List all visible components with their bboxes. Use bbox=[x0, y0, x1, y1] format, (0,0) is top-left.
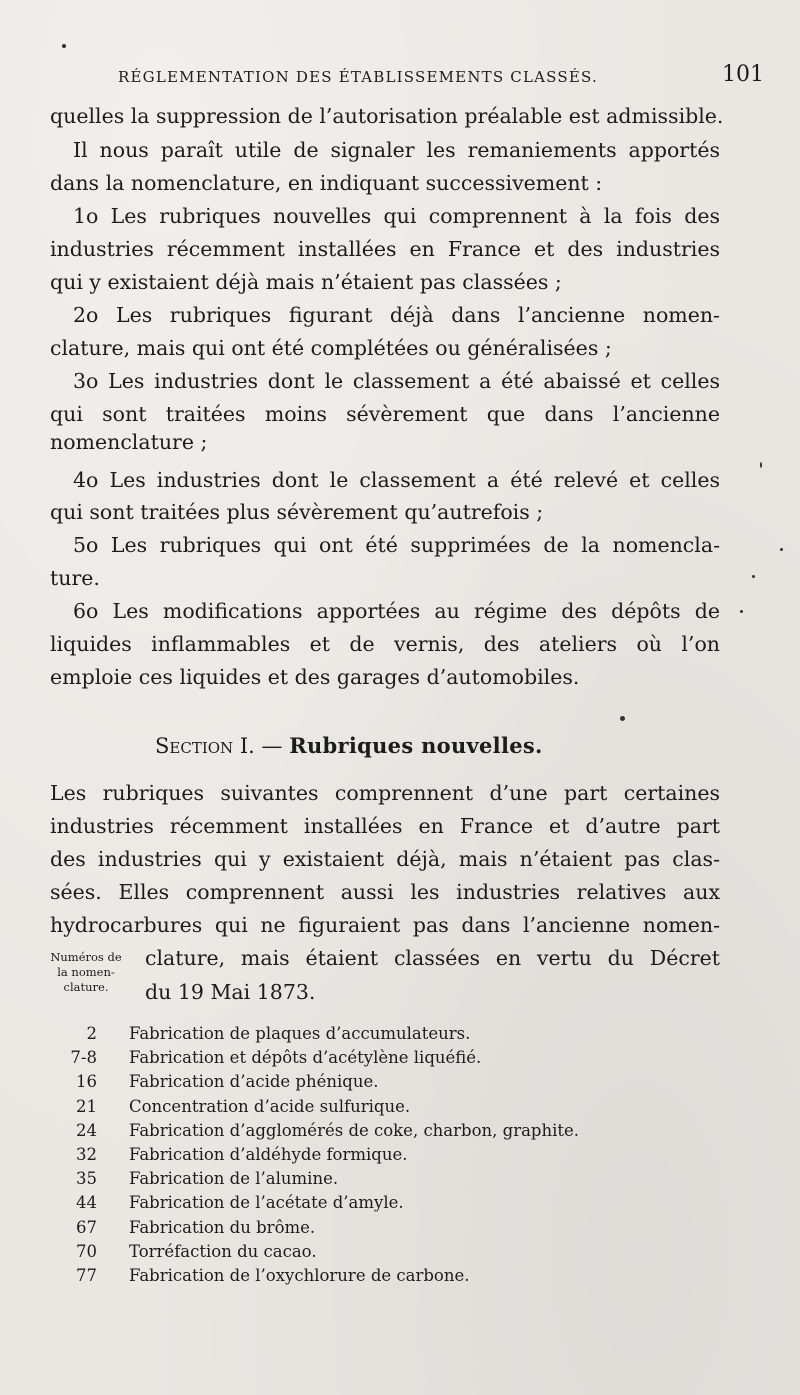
item-number: 16 bbox=[76, 1072, 97, 1092]
item-number: 7-8 bbox=[70, 1048, 97, 1068]
section-dash: — bbox=[261, 734, 283, 758]
scan-speck bbox=[740, 610, 743, 613]
text-line: ture. bbox=[50, 566, 100, 590]
item-label: Fabrication de l’alumine. bbox=[129, 1169, 339, 1189]
text-line: emploie ces liquides et des garages d’automobiles. bbox=[50, 665, 580, 689]
running-head: RÉGLEMENTATION DES ÉTABLISSEMENTS CLASSÉS. bbox=[118, 68, 598, 86]
list-item bbox=[55, 1022, 735, 1046]
item-number: 44 bbox=[76, 1193, 97, 1213]
list-item bbox=[55, 1240, 735, 1264]
text-line: hydrocarbures qui ne figuraient pas dans l’ancienne nomen- bbox=[50, 913, 720, 937]
text-line: 6o Les modifications apportées au régime des dépôts de bbox=[73, 599, 720, 623]
item-label: Fabrication de plaques d’accumulateurs. bbox=[129, 1024, 471, 1043]
page-header bbox=[60, 62, 770, 96]
text-line: 4o Les industries dont le classement a été relevé et celles bbox=[73, 468, 720, 492]
item-label: Fabrication du brôme. bbox=[129, 1217, 316, 1237]
list-item bbox=[55, 1095, 735, 1119]
text-line: liquides inflammables et de vernis, des ateliers où l’on bbox=[50, 632, 720, 656]
text-line: 1o Les rubriques nouvelles qui comprennent à la fois des bbox=[73, 204, 720, 228]
item-label: Fabrication d’agglomérés de coke, charbon, graphite. bbox=[129, 1120, 580, 1140]
list-item bbox=[55, 1143, 735, 1167]
item-label: Fabrication d’acide phénique. bbox=[129, 1072, 379, 1092]
item-label: Torréfaction du cacao. bbox=[129, 1241, 317, 1261]
text-line: industries récemment installées en France et d’autre part bbox=[50, 814, 720, 838]
section-label: Section I. bbox=[155, 734, 255, 758]
margin-note: Numéros de la nomen- clature. bbox=[50, 950, 122, 994]
text-line: quelles la suppression de l’autorisation préalable est admissible. bbox=[50, 104, 724, 128]
item-number: 32 bbox=[76, 1144, 97, 1164]
item-number: 70 bbox=[76, 1241, 97, 1261]
list-item bbox=[55, 1119, 735, 1143]
scan-speck bbox=[620, 716, 625, 721]
text-line: des industries qui y existaient déjà, mais n’étaient pas clas- bbox=[50, 847, 720, 871]
list-item bbox=[55, 1167, 735, 1191]
text-line: dans la nomenclature, en indiquant successivement : bbox=[50, 171, 603, 195]
item-label: Fabrication et dépôts d’acétylène liquéfié. bbox=[129, 1048, 482, 1068]
page-number: 101 bbox=[722, 62, 764, 87]
list-item bbox=[55, 1191, 735, 1215]
section-title: Rubriques nouvelles. bbox=[289, 733, 543, 758]
list-item bbox=[55, 1070, 735, 1094]
item-label: Fabrication d’aldéhyde formique. bbox=[129, 1144, 408, 1164]
text-line: nomenclature ; bbox=[50, 430, 208, 454]
text-line: Il nous paraît utile de signaler les remaniements apportés bbox=[73, 138, 720, 162]
text-line: clature, mais étaient classées en vertu du Décret bbox=[145, 946, 720, 970]
item-label: Fabrication de l’oxychlorure de carbone. bbox=[129, 1265, 470, 1285]
scan-speck bbox=[62, 44, 66, 48]
item-number: 2 bbox=[86, 1024, 97, 1043]
item-number: 77 bbox=[76, 1265, 97, 1285]
text-line: qui sont traitées plus sévèrement qu’autrefois ; bbox=[50, 500, 544, 524]
item-number: 67 bbox=[76, 1217, 97, 1237]
item-number: 35 bbox=[76, 1169, 97, 1189]
item-number: 24 bbox=[76, 1120, 97, 1140]
scan-speck bbox=[780, 548, 783, 551]
nomenclature-list bbox=[55, 1022, 735, 1288]
list-item bbox=[55, 1216, 735, 1240]
item-label: Concentration d’acide sulfurique. bbox=[129, 1096, 411, 1116]
text-line: 5o Les rubriques qui ont été supprimées de la nomencla- bbox=[73, 533, 720, 557]
section-heading bbox=[155, 728, 543, 764]
list-item bbox=[55, 1046, 735, 1070]
list-item bbox=[55, 1264, 735, 1288]
text-line: industries récemment installées en France et des industries bbox=[50, 237, 720, 261]
item-label: Fabrication de l’acétate d’amyle. bbox=[129, 1193, 404, 1213]
text-line: 3o Les industries dont le classement a été abaissé et celles bbox=[73, 369, 720, 393]
text-line: clature, mais qui ont été complétées ou généralisées ; bbox=[50, 336, 612, 360]
scan-speck bbox=[760, 462, 762, 468]
text-line: 2o Les rubriques figurant déjà dans l’ancienne nomen- bbox=[73, 303, 720, 327]
text-line: qui y existaient déjà mais n’étaient pas classées ; bbox=[50, 270, 562, 294]
text-line: qui sont traitées moins sévèrement que dans l’ancienne bbox=[50, 402, 720, 426]
scan-speck bbox=[752, 575, 755, 578]
text-line: sées. Elles comprennent aussi les industries relatives aux bbox=[50, 880, 720, 904]
text-line: Les rubriques suivantes comprennent d’une part certaines bbox=[50, 781, 720, 805]
text-line: du 19 Mai 1873. bbox=[145, 980, 316, 1004]
item-number: 21 bbox=[76, 1096, 97, 1116]
